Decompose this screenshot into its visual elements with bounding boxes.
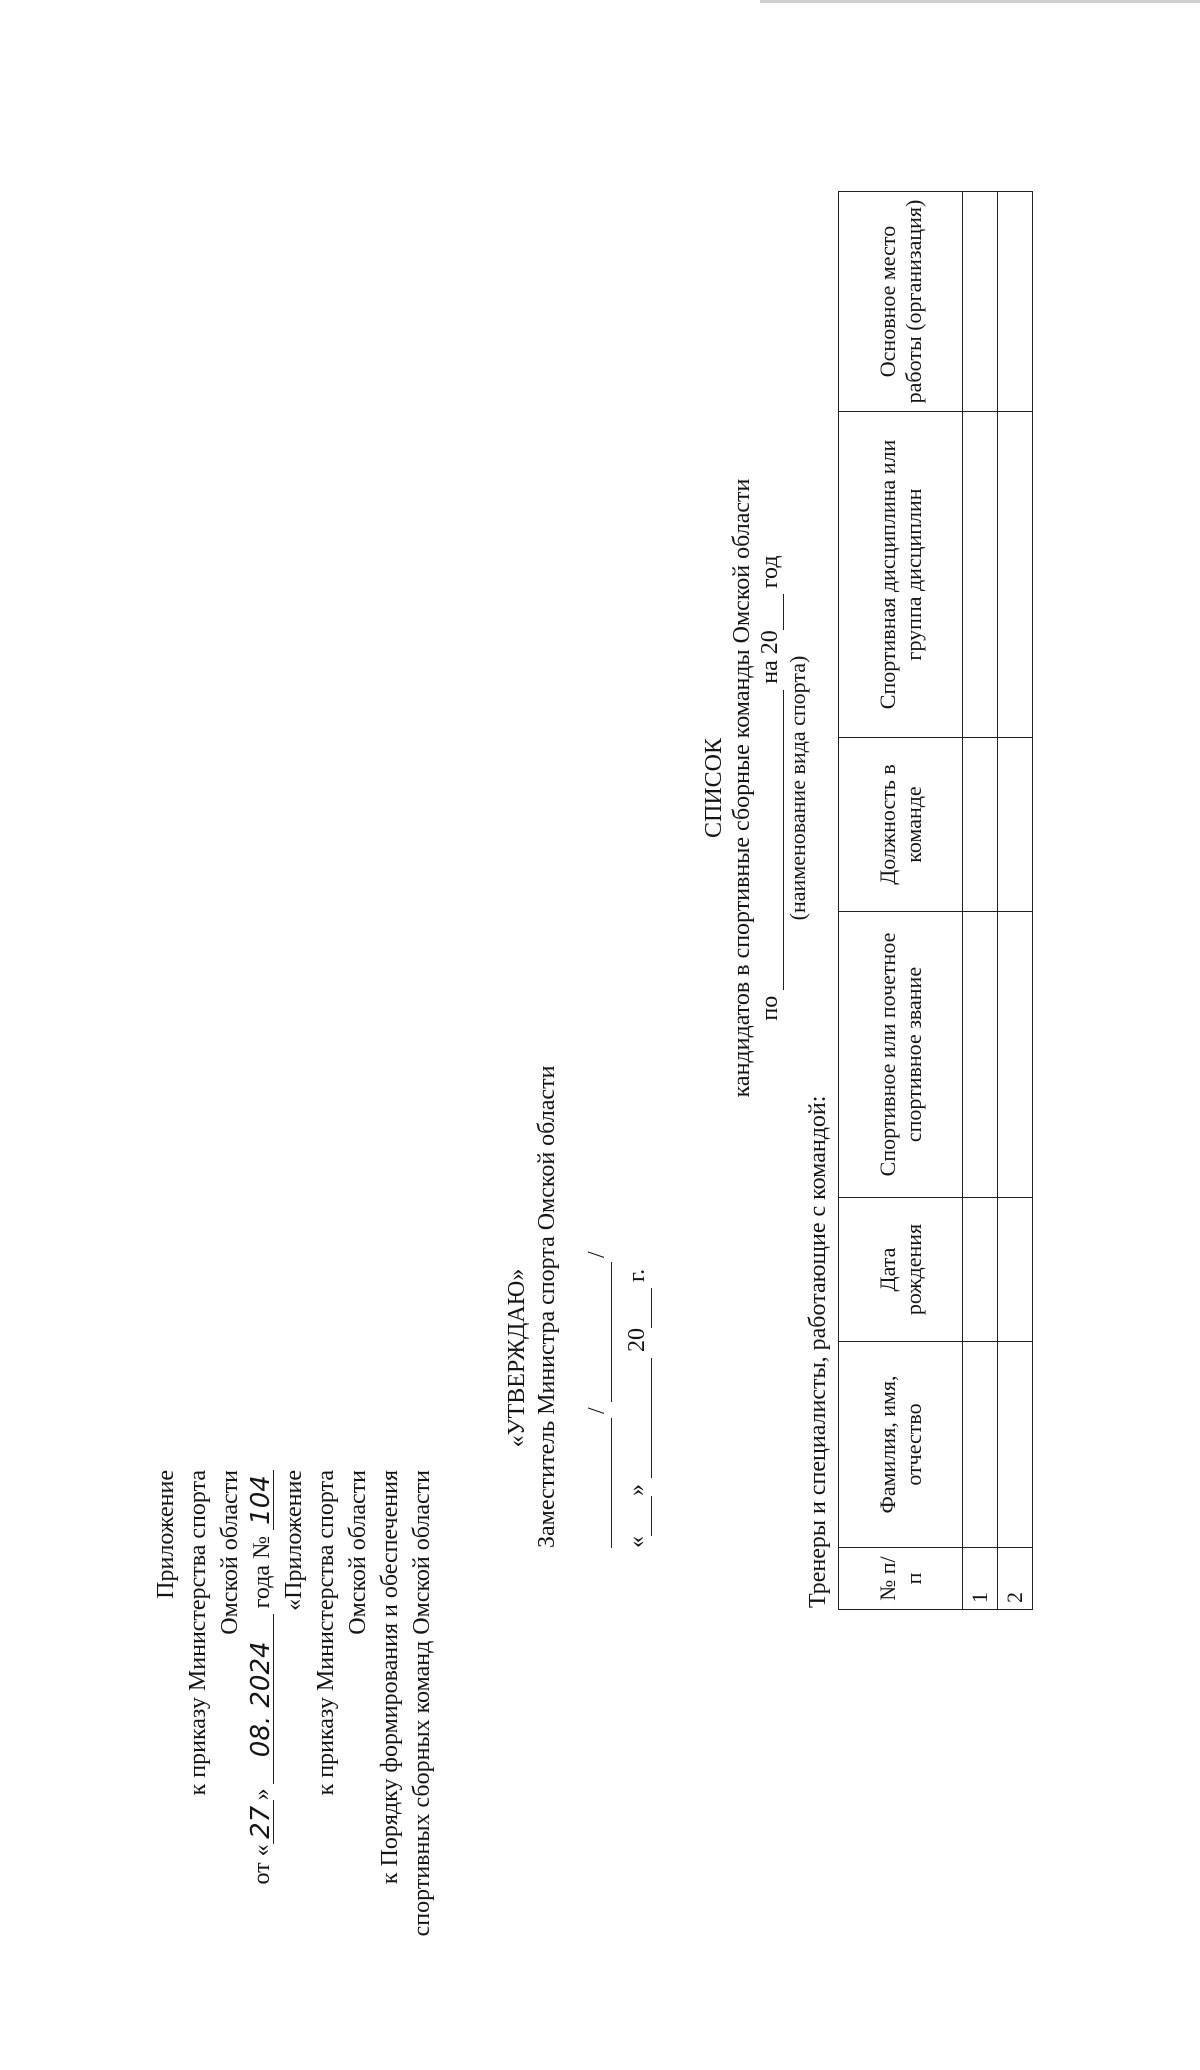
header-cell: Фамилия, имя, отчество xyxy=(839,1342,963,1548)
signature-slash: / xyxy=(584,1251,610,1258)
day-blank xyxy=(628,1496,652,1536)
year-blank xyxy=(628,1288,652,1328)
table-cell xyxy=(998,192,1033,412)
list-title-block xyxy=(700,438,812,1138)
table-row xyxy=(998,192,1033,1610)
coaches-table xyxy=(838,191,1033,1610)
date-year: 20 xyxy=(624,1328,650,1352)
order-date-line xyxy=(246,1470,278,2070)
sport-prefix: по xyxy=(757,995,783,1021)
header-cell: Дата рождения xyxy=(839,1198,963,1342)
signature-line xyxy=(582,1248,612,1548)
date-quote-open: « xyxy=(624,1536,650,1548)
approval-date-line xyxy=(622,1269,652,1548)
table-row xyxy=(963,192,998,1610)
table-cell xyxy=(963,1342,998,1548)
order-year-label: года № xyxy=(249,1536,275,1609)
table-header-row xyxy=(839,192,963,1610)
signature-slash: / xyxy=(584,1407,610,1414)
table-cell xyxy=(998,1342,1033,1548)
name-blank xyxy=(611,1262,612,1402)
header-cell: Спортивная дисциплина или группа дисциплин xyxy=(839,412,963,738)
header-line: к приказу Министерства спорта xyxy=(313,1470,339,1796)
table-cell xyxy=(963,192,998,412)
appendix-header xyxy=(150,1470,438,2070)
header-line: к приказу Министерства спорта xyxy=(185,1470,211,1796)
order-date-mid: » xyxy=(249,1788,275,1801)
approval-title: «УТВЕРЖДАЮ» xyxy=(504,1268,530,1448)
header-line: к Порядку формирования и обеспечения xyxy=(377,1470,403,1885)
approval-block xyxy=(502,948,650,1548)
header-line: Омской области xyxy=(345,1470,371,1635)
table-cell: 2 xyxy=(998,1548,1033,1610)
approval-role: Заместитель Министра спорта Омской области xyxy=(534,1065,560,1548)
header-line: спортивных сборных команд Омской области xyxy=(409,1470,435,1937)
year-suffix: год xyxy=(757,555,783,589)
order-date-handwritten: 08. 2024 xyxy=(249,1614,274,1784)
date-quote-close: » xyxy=(624,1484,650,1496)
table-cell xyxy=(998,412,1033,738)
table-cell xyxy=(963,738,998,912)
date-suffix: г. xyxy=(624,1268,650,1282)
table-cell xyxy=(998,1198,1033,1342)
month-blank xyxy=(628,1358,652,1478)
table-cell: 1 xyxy=(963,1548,998,1610)
table-cell xyxy=(963,412,998,738)
header-line: Приложение xyxy=(153,1470,179,1599)
sport-line xyxy=(756,438,784,1138)
coaches-label: Тренеры и специалисты, работающие с командой: xyxy=(805,1095,831,1608)
year-blank xyxy=(762,594,784,630)
order-date-prefix: от « xyxy=(249,1844,275,1885)
sport-blank xyxy=(762,690,784,990)
table-cell xyxy=(998,738,1033,912)
header-cell: Основное место работы (организация) xyxy=(839,192,963,412)
list-title: СПИСОК xyxy=(701,737,727,839)
header-cell: № п/п xyxy=(839,1548,963,1610)
header-line: Омской области xyxy=(217,1470,243,1635)
list-subtitle: кандидатов в спортивные сборные команды Омской области xyxy=(729,478,755,1098)
order-day-handwritten: 27 xyxy=(249,1800,274,1844)
sport-caption: (наименование вида спорта) xyxy=(785,655,810,921)
table-cell xyxy=(963,1198,998,1342)
table-cell xyxy=(998,912,1033,1198)
year-prefix: на 20 xyxy=(757,630,783,684)
signature-blank xyxy=(611,1418,612,1548)
header-line: «Приложение xyxy=(281,1470,307,1611)
header-cell: Должность в команде xyxy=(839,738,963,912)
header-cell: Спортивное или почетное спортивное звание xyxy=(839,912,963,1198)
table-cell xyxy=(963,912,998,1198)
order-number-handwritten: 104 xyxy=(249,1470,274,1530)
